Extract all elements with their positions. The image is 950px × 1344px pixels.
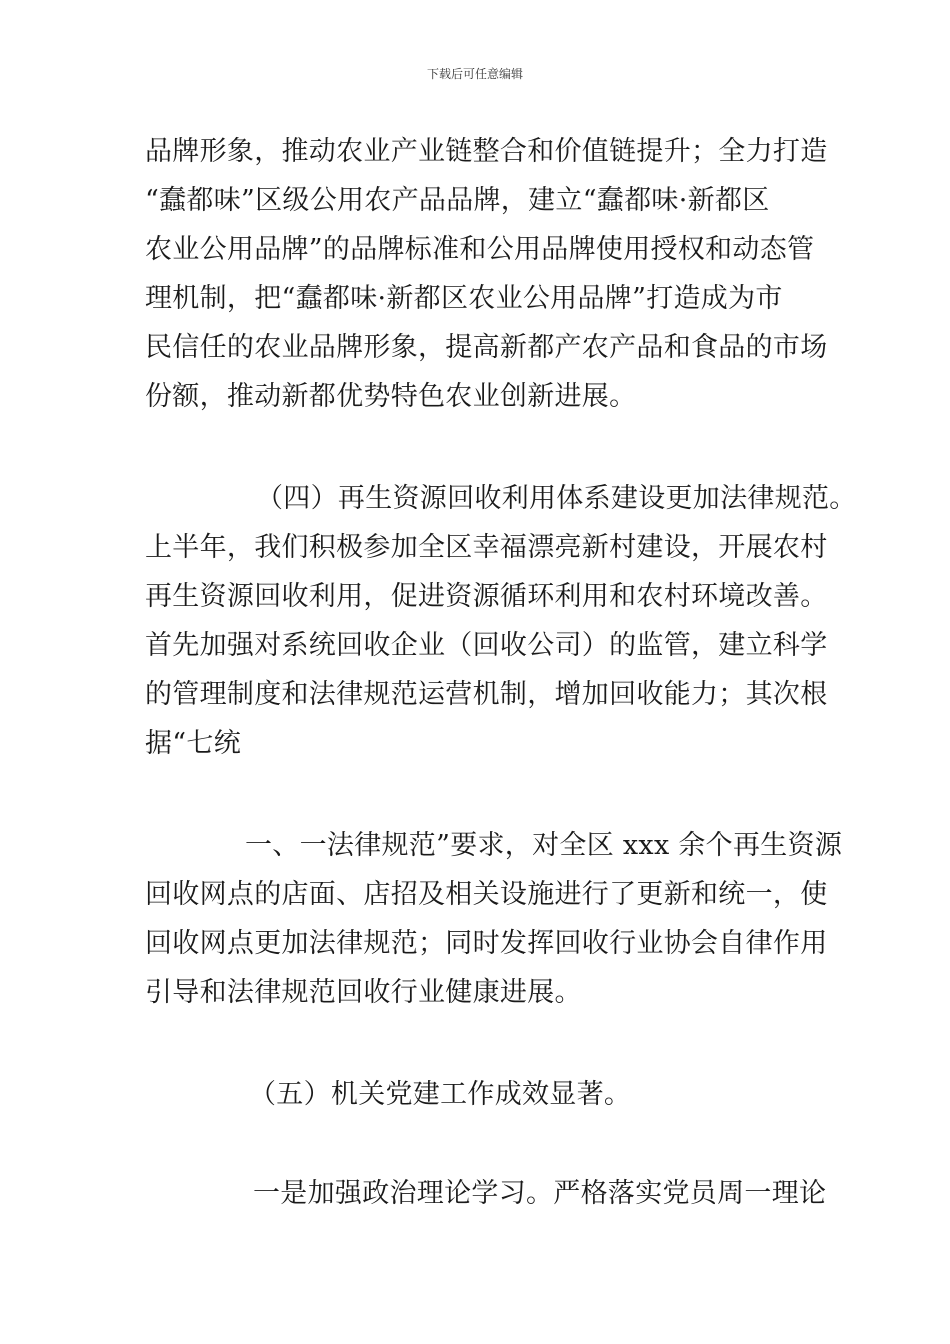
paragraph-recycling (145, 474, 857, 768)
text-line: 回收网点的店面、店招及相关设施进行了更新和统一，使 (145, 879, 828, 910)
section-heading-4: （四）再生资源回收利用体系建设更加法律规范。 (256, 483, 857, 514)
text-line: 引导和法律规范回收行业健康进展。 (145, 977, 582, 1008)
section-heading-5: （五）机关党建工作成效显著。 (249, 1079, 632, 1110)
text-line: 一是加强政治理论学习。严格落实党员周一理论 (253, 1178, 827, 1209)
text-line: 据“七统 (145, 728, 242, 759)
text-line: “蠢都味”区级公用农产品品牌，建立“蠢都味·新都区 (145, 185, 770, 216)
paragraph-brand (145, 127, 828, 421)
text-line: 上半年，我们积极参加全区幸福漂亮新村建设，开展农村 (145, 532, 828, 563)
paragraph-party-study (145, 1169, 825, 1218)
text-line: 农业公用品牌”的品牌标准和公用品牌使用授权和动态管 (145, 234, 815, 265)
text-line: 的管理制度和法律规范运营机制，增加回收能力；其次根 (145, 679, 828, 710)
page-header: 下载后可任意编辑 (426, 67, 523, 81)
text-line: 理机制，把“蠢都味·新都区农业公用品牌”打造成为市 (145, 283, 783, 314)
text-line: 再生资源回收利用，促进资源循环利用和农村环境改善。 (145, 581, 828, 612)
text-line: 一、一法律规范”要求，对全区 xxx 余个再生资源 (245, 830, 843, 861)
text-line: 回收网点更加法律规范；同时发挥回收行业协会自律作用 (145, 928, 828, 959)
text-line: 份额，推动新都优势特色农业创新进展。 (145, 381, 637, 412)
text-line: 首先加强对系统回收企业（回收公司）的监管，建立科学 (145, 630, 828, 661)
paragraph-standards (145, 821, 843, 1017)
text-line: 品牌形象，推动农业产业链整合和价值链提升；全力打造 (145, 136, 828, 167)
text-line: 民信任的农业品牌形象，提高新都产农产品和食品的市场 (145, 332, 828, 363)
paragraph-party-heading (145, 1070, 825, 1119)
